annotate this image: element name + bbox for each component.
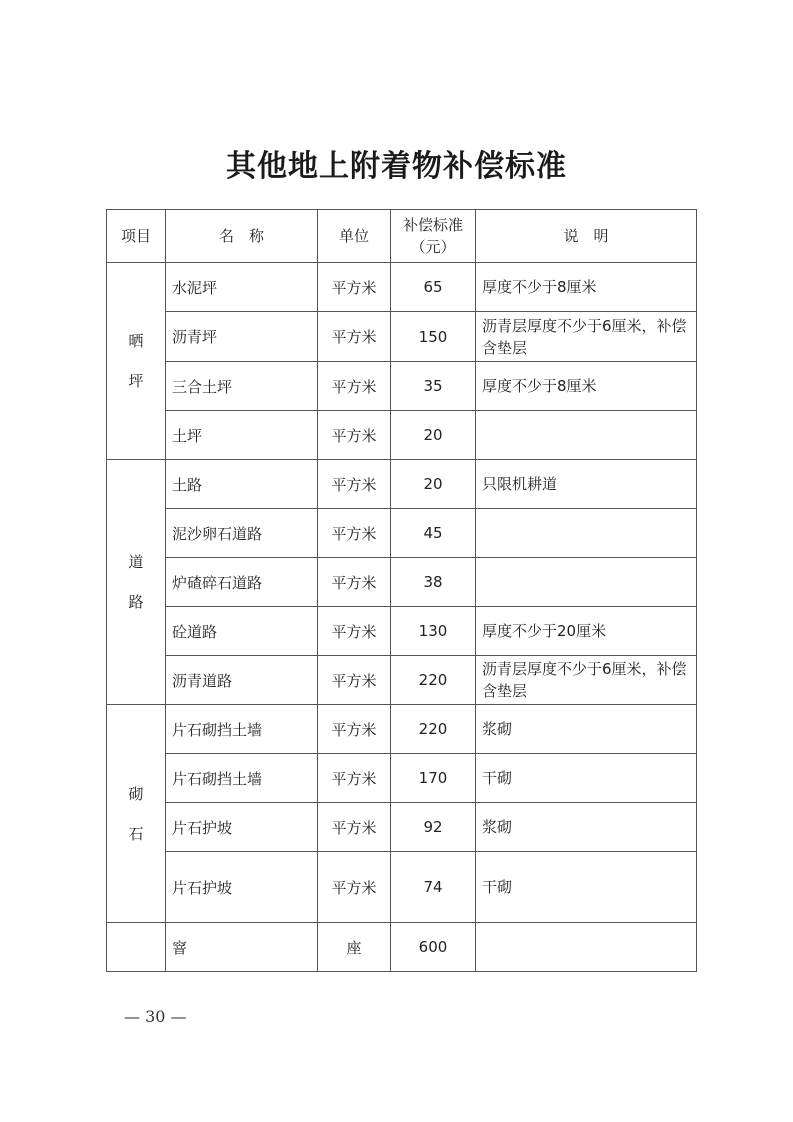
item-note: 浆砌 <box>476 803 697 852</box>
item-unit: 平方米 <box>318 705 391 754</box>
item-name: 泥沙卵石道路 <box>166 509 318 558</box>
table-row <box>107 923 697 972</box>
table-row <box>107 754 697 803</box>
compensation-table <box>106 209 697 972</box>
item-unit: 平方米 <box>318 754 391 803</box>
table-row <box>107 263 697 312</box>
item-standard: 170 <box>391 754 476 803</box>
item-standard: 220 <box>391 656 476 705</box>
item-standard: 35 <box>391 362 476 411</box>
item-standard: 20 <box>391 411 476 460</box>
item-unit: 座 <box>318 923 391 972</box>
item-name: 片石砌挡土墙 <box>166 705 318 754</box>
table-row <box>107 312 697 362</box>
category-cell <box>107 705 166 923</box>
category-cell <box>107 460 166 705</box>
item-note: 沥青层厚度不少于6厘米，补偿含垫层 <box>476 312 697 362</box>
item-name: 砼道路 <box>166 607 318 656</box>
page-title: 其他地上附着物补偿标准 <box>226 149 567 184</box>
item-note <box>476 923 697 972</box>
item-note: 厚度不少于8厘米 <box>476 362 697 411</box>
item-name: 片石砌挡土墙 <box>166 754 318 803</box>
table-row <box>107 558 697 607</box>
item-note <box>476 411 697 460</box>
item-name: 窨 <box>166 923 318 972</box>
item-name: 水泥坪 <box>166 263 318 312</box>
item-unit: 平方米 <box>318 656 391 705</box>
header-category: 项目 <box>107 210 166 263</box>
item-name: 片石护坡 <box>166 803 318 852</box>
table-row <box>107 656 697 705</box>
item-standard: 220 <box>391 705 476 754</box>
table-row <box>107 607 697 656</box>
item-note <box>476 509 697 558</box>
table-row <box>107 852 697 923</box>
item-note: 厚度不少于20厘米 <box>476 607 697 656</box>
category-cell <box>107 923 166 972</box>
item-name: 三合土坪 <box>166 362 318 411</box>
table-row <box>107 509 697 558</box>
page-number: — 30 — <box>124 1007 187 1026</box>
item-standard: 20 <box>391 460 476 509</box>
item-standard: 130 <box>391 607 476 656</box>
category-cell <box>107 263 166 460</box>
table-row <box>107 460 697 509</box>
item-unit: 平方米 <box>318 460 391 509</box>
item-unit: 平方米 <box>318 607 391 656</box>
item-name: 沥青道路 <box>166 656 318 705</box>
item-unit: 平方米 <box>318 509 391 558</box>
item-standard: 65 <box>391 263 476 312</box>
item-standard: 45 <box>391 509 476 558</box>
table-header-row <box>107 210 697 263</box>
item-standard: 92 <box>391 803 476 852</box>
item-note: 浆砌 <box>476 705 697 754</box>
table-body <box>107 263 697 972</box>
category-label: 道路 <box>128 553 144 611</box>
item-note: 干砌 <box>476 754 697 803</box>
item-standard: 74 <box>391 852 476 923</box>
item-name: 土坪 <box>166 411 318 460</box>
item-unit: 平方米 <box>318 263 391 312</box>
table-row <box>107 411 697 460</box>
item-unit: 平方米 <box>318 411 391 460</box>
table-row <box>107 705 697 754</box>
item-name: 沥青坪 <box>166 312 318 362</box>
item-note <box>476 558 697 607</box>
item-name: 炉碴碎石道路 <box>166 558 318 607</box>
table-row <box>107 803 697 852</box>
item-name: 土路 <box>166 460 318 509</box>
item-note: 沥青层厚度不少于6厘米，补偿含垫层 <box>476 656 697 705</box>
item-name: 片石护坡 <box>166 852 318 923</box>
header-unit: 单位 <box>318 210 391 263</box>
item-note: 只限机耕道 <box>476 460 697 509</box>
category-label: 晒坪 <box>128 332 144 390</box>
table-row <box>107 362 697 411</box>
item-unit: 平方米 <box>318 362 391 411</box>
item-unit: 平方米 <box>318 803 391 852</box>
header-note: 说 明 <box>476 210 697 263</box>
item-standard: 38 <box>391 558 476 607</box>
item-unit: 平方米 <box>318 558 391 607</box>
item-unit: 平方米 <box>318 312 391 362</box>
item-unit: 平方米 <box>318 852 391 923</box>
item-note: 厚度不少于8厘米 <box>476 263 697 312</box>
item-standard: 150 <box>391 312 476 362</box>
item-note: 干砌 <box>476 852 697 923</box>
header-name: 名 称 <box>166 210 318 263</box>
category-label: 砌石 <box>128 784 144 843</box>
header-standard: 补偿标准 （元） <box>391 210 476 263</box>
item-standard: 600 <box>391 923 476 972</box>
